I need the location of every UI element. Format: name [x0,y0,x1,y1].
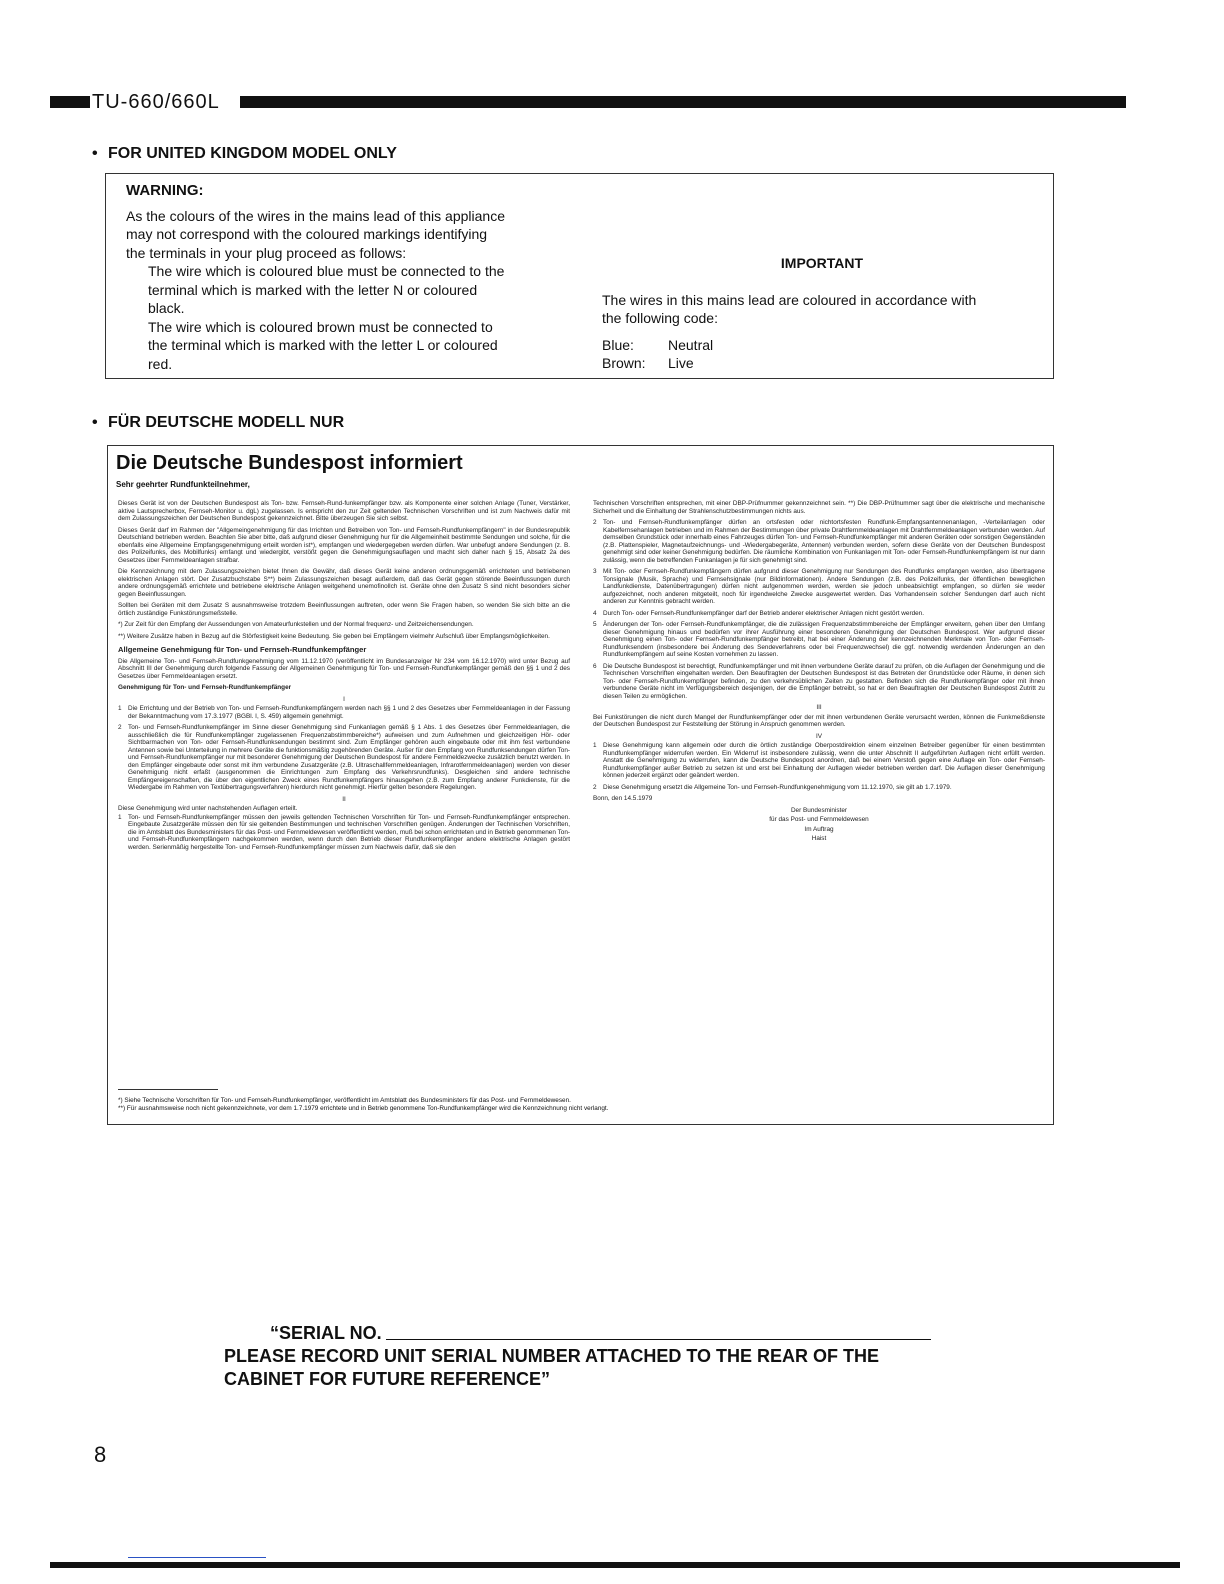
important-line: the following code: [602,310,718,326]
warning-line: may not correspond with the coloured markings identifying [126,226,488,242]
numbered-item: 2 Ton- und Fernseh-Rundfunkempfänger dürfen an ortsfesten oder nichtortsfesten Rundfunk-Empfangsantennenanlagen, -Verteilanlagen oder Kabelfernsehanlagen betrieben und im Rahmen der Bestimmungen über private Drahtfernmeldeanlagen mit Drahtfernmeldeanlagen verbunden werden. Auf demselben Grundstück oder innerhalb eines Fahrzeuges dürfen Ton- und Fernseh-Rundfunkempfänger mit anderen Geräten oder sonstigen Gegenständen (z.B. Plattenspieler, Magnetaufzeichnungs- und -Wiedergabegeräte, Antennen) verbunden werden, sofern diese Geräte von der Deutschen Bundespost genehmigt sind oder keiner Genehmigung bedürfen. Die räumliche Kombination von Funkanlagen mit Ton- oder Fernseh-Rundfunkempfängern ist nur dann zulässig, wenn die betreffenden Funkanlagen je für sich genehmigt sind. [593,519,1045,564]
bottom-accent-line [128,1557,266,1558]
general-permit-title: Allgemeine Genehmigung für Ton- und Fernseh-Rundfunkempfänger [118,645,367,654]
numbered-item: 2 Diese Genehmigung ersetzt die Allgemeine Ton- und Fernseh-Rundfunkgenehmigung vom 11.12.1970, sie gilt ab 1.7.1979. [593,783,952,791]
paragraph: Sollten bei Geräten mit dem Zusatz S ausnahmsweise trotzdem Beeinflussungen auftreten, oder wenn Sie Fragen haben, so wenden Sie sich bitte an die örtlich zuständige Funkstörungsmeßstelle. [118,602,570,617]
serial-instruction: PLEASE RECORD UNIT SERIAL NUMBER ATTACHED TO THE REAR OF THE [224,1346,880,1366]
permit-subtitle: Genehmigung für Ton- und Fernseh-Rundfunkempfänger [118,684,292,691]
warning-indent-line: red. [148,355,173,372]
warning-indent-line: terminal which is marked with the letter N or coloured [148,281,478,298]
numbered-item: 1 Ton- und Fernseh-Rundfunkempfänger müssen den jeweils geltenden Technischen Vorschriften für Ton- und Fernseh-Rundfunkempfänger entsprechen. Eingebaute Zusatzgeräte müssen den für sie geltenden Bestimmungen und technischen Vorschriften genügen. Änderungen der Technischen Vorschriften, die im Amtsblatt des Bundesministers für das Post- und Fernmeldewesen veröffentlicht werden, muß bei schon errichteten und in Betrieb genommenen Ton- und Fernseh-Rundfunkempfängern nachgekommen werden, wenn durch den Betrieb dieser Rundfunkempfänger andere elektrische Anlagen gestört werden. Serienmäßig hergestellte Ton- und Fernseh-Rundfunkempfänger müssen zum Nachweis dafür, daß sie den [118,813,570,851]
note: **) Weitere Zusätze haben in Bezug auf die Störfestigkeit keine Bedeutung. Sie geben bei Empfängern vielmehr Aufschluß über Empfangsmöglichkeiten. [118,632,550,640]
wire-code-row [602,336,1042,355]
paragraph: Diese Genehmigung wird unter nachstehenden Auflagen erteilt. [118,805,298,812]
place-date: Bonn, den 14.5.1979 [593,795,653,802]
signature-line: Der Bundesminister [790,806,848,814]
wire-color: Brown: [602,355,646,371]
paragraph: Bei Funkstörungen die nicht durch Mangel der Rundfunkempfänger oder der mit ihnen verbundenen Geräte verursacht werden, können die Funkmeßdienste der Deutschen Bundespost zur Feststellung der Störung in Anspruch genommen werden. [593,713,1045,728]
warning-title: WARNING: [126,182,204,199]
serial-notice [224,1322,944,1391]
wire-code-row [602,354,1042,373]
numbered-item: 5 Änderungen der Ton- oder Fernseh-Rundfunkempfänger, die die zulässigen Frequenzabstimmbereiche der Empfänger erweitern, gehen über den Umfang dieser Genehmigung hinaus und bedürfen vor ihrer Ausführung einer besonderen Genehmigung der Deutschen Bundespost. Wer aufgrund dieser Genehmigung einen Ton- oder Fernseh-Rundfunkempfänger betreibt, hat bei einer Änderung der kennzeichnenden Merkmale von Ton- oder Fernseh-Rundfunksendern (insbesondere bei Änderung des Sendeverfahrens oder bei Frequenzwechsel) die ggf. notwendig werdenden Änderungen an den Rundfunkempfängern auf seine Kosten vornehmen zu lassen. [593,621,1045,658]
header-bar [50,91,1126,113]
warning-indent-line: The wire which is coloured brown must be connected to [148,318,493,335]
paragraph: Die Allgemeine Ton- und Fernseh-Rundfunkgenehmigung vom 11.12.1970 (veröffentlicht im Bundesanzeiger Nr 234 vom 16.12.1970) wird unter Bezug auf Abschnitt III der Genehmigung durch folgende Fassung der Allgemeinen Genehmigung für Ton- und Fernseh-Rundfunkempfänger gemäß den §§ 1 und 2 des Gesetzes über Fernmeldeanlagen ersetzt. [118,657,570,680]
footnotes [118,1097,1038,1113]
header-bar-right-block [240,96,1126,108]
de-right-column [593,500,1045,1070]
serial-entry-line [386,1339,931,1340]
section-numeral: II [342,795,346,803]
section-numeral: I [343,695,345,703]
numbered-item: 4 Durch Ton- oder Fernseh-Rundfunkempfänger darf der Betrieb anderer elektrischer Anlagen nicht gestört werden. [593,609,925,617]
numbered-item: 1 Die Errichtung und der Betrieb von Ton- und Fernseh-Rundfunkempfängern werden nach §§ 1 und 2 des Gesetzes uber Fernmeldeanlagen in der Fassung der Bekanntmachung vom 17.3.1977 (BGBl. I, S. 459) allgemein genehmigt. [118,705,570,720]
numbered-item: 1 Diese Genehmigung kann allgemein oder durch die örtlich zuständige Oberpostdirektion einem einzelnen Betreiber gegenüber für einen bestimmten Rundfunkempfänger widerrufen werden. Ein Widerruf ist insbesondere zulässig, wenn die unter Abschnitt II aufgeführten Auflagen nicht erfüllt werden. Anstatt die Genehmigung zu widerrufen, kann die Deutsche Bundespost anordnen, daß bei einem Verstoß gegen eine Auflage ein Ton- oder Fernseh-Rundfunkempfänger außer Betrieb zu setzen ist und erst bei Einhaltung der Auflagen wieder betrieben werden darf. Die Auflagen dieser Genehmigung können jederzeit ergänzt oder geändert werden. [593,742,1045,779]
important-column [602,254,1042,373]
page-number: 8 [94,1442,107,1467]
paragraph: Dieses Gerät ist von der Deutschen Bundespost als Ton- bzw. Fernseh-Rund-funkempfänger bzw. als Komponente einer solchen Anlage (Tuner, Verstärker, aktive Lautsprecherbox, Fernseh-Monitor u. dgL) zugelassen. Is entspricht den zur Zeit geltenden Technischen Vorschriften und ist zum Nachweis dafür mit dem Zulassungszeichen der Deutschen Bundespost gekennzeichnet. Bitte überzeugen Sie sich selbst. [118,500,570,522]
footnote: *) Siehe Technische Vorschriften für Ton- und Fernseh-Rundfunkempfänger, veröffentlicht im Amtsblatt des Bundesministers für das Post- und Fernmeldewesen. [118,1097,571,1104]
uk-warning-box [105,173,1054,379]
serial-instruction: CABINET FOR FUTURE REFERENCE” [224,1369,551,1389]
de-notice-box [107,445,1054,1125]
paragraph: Technischen Vorschriften entsprechen, mit einer DBP-Prüfnummer gekennzeichnet sein. **) Die DBP-Prüfnummer sagt über die elektrische und mechanische Sicherheit und die Einhaltung der Strahlenschutzbestimmungen nichts aus. [593,500,1045,515]
wire-function: Live [668,355,694,371]
warning-line: As the colours of the wires in the mains lead of this appliance [126,207,505,224]
de-subtitle: Sehr geehrter Rundfunkteilnehmer, [116,480,250,489]
footnote-divider [118,1089,218,1090]
paragraph: Dieses Gerät darf im Rahmen der "Allgemeingenehmigung für das Irrichten und Betreiben von Ton- und Fernseh-Rundfunkempfängern" in der Bundesrepublik Deutschland betrieben werden. Beachten Sie aber bitte, daß aufgrund dieser Genehmigung hur für die Allgemeinheit bestimmte Sendungen und solche, für die ebenfalls eine Allgemeine Empfangsgenehmigung erteilt worden ist*), empfangen und wiedergegeben werden dürfen. War unbefugt andere Sendungen (z. B. des Polizeifunks, des Mobilfunks) emfangt und wiedergibt, verstößt gegen die Genehmigungsauflagen und macht sich daher nach § 15, Absatz 2a des Gesetzes über Fernmeldeanlagen strafbar. [118,526,570,564]
de-heading: FÜR DEUTSCHE MODELL NUR [108,414,345,431]
wire-color: Blue: [602,336,634,353]
signature-line: Haist [811,835,827,842]
important-title: IMPORTANT [780,255,864,271]
warning-column [126,182,566,373]
paragraph: Die Kennzeichnung mit dem Zulassungszeichen bietet Ihnen die Gewähr, daß dieses Gerät keine anderen ordnungsgemäß errichteten und betriebenen elektrischen Anlagen stört. Der Zusatzbuchstabe S**) beim Zulassungszeichen besagt außerdem, daß das Gerät gegen störende Beeinflussungen durch andere ordnungsgemäß errichtete und betriebene elektrische Anlagen weitgehend unemofinollch ist. Geräte ohne den Zusatz S sind nicht besonders sicher gegen Beeinflussungen. [118,568,570,598]
de-left-column [118,500,570,1070]
section-numeral: IV [815,732,823,740]
de-bullet: • [92,414,98,431]
numbered-item: 3 Mit Ton- oder Fernseh-Rundfunkempfängern dürfen aufgrund dieser Genehmigung nur Sendungen des Rundfunks empfangen werden, also übertragene Tonsignale (Musik, Sprache) und Fernsehsignale (nur Bildinformationen). Andere Sendungen (z.B. des Polizeifunks, der öffentlichen beweglichen Landfunkdienste, Datenübertragungen) dürfen nicht aufgenommen werden, werden sie jedoch unbeabsichtigt empfangen, so dürfen sie weder aufgezeichnet, noch anderen mitgeteilt, noch für irgendwelche Zwecke ausgewertet werden. Das Vorhandensein solcher Sendungen darf auch nicht anderen zur Kenntnis gebracht werden. [593,568,1045,605]
numbered-item: 6 Die Deutsche Bundespost ist berechtigt, Rundfunkempfänger und mit ihnen verbundene Geräte darauf zu prüfen, ob die Auflagen der Genehmigung und die Technischen Vorschriften eingehalten werden. Den Beauftragten der Deutschen Bundespost ist das Betreten der Grundstücke oder Räume, in denen sich Ton- oder Fernseh-Rundfunkempfänger befinden, zu den verkehrsüblichen Zeiten zu gestatten. Befinden sich die Rundfunkempfänger oder mit ihnen verbundene Geräte nicht im Verfügungsbereich desjenigen, der die Empfänger betreibt, so hat er den Beauftragten der Deutschen Bundespost Zutritt zu diesen Teilen zu ermöglichen. [593,662,1045,700]
bottom-bar [50,1562,1180,1568]
warning-indent-line: The wire which is coloured blue must be connected to the [148,263,505,279]
note: *) Zur Zeit für den Empfang der Aussendungen von Amateurfunkstellen und der Normal frequenz- und Zeitzeichensendungen. [118,621,474,628]
warning-indent-line: black. [148,300,185,316]
numbered-item: 2 Ton- und Fernseh-Rundfunkempfänger im Sinne dieser Genehmigung sind Funkanlagen gemäß § 1 Abs. 1 des Gesetzes über Fernmeldeanlagen, die ausschließlich die für Rundfunkempfänger zugelassenen Frequenzabstimmbereiche*) aufweisen und zum Aufnehmen und gleichzeitigen Hör- oder Sichtbarmachen von Ton- oder Fernseh-Rundfunksendungen bestimmt sind. Zum Empfänger gehören auch eingebaute oder mit ihm fest verbundene Antennen sowie bei Unterteilung in mehrere Geräte die funktionsmäßig zugehörenden Geräte. Außer für den Empfang von Rundfunksendungen dürfen Ton- und Fernseh-Rundfunkempfänger nur mit besonderer Genehmigung der Deutschen Bundespost für andere Fernmeldezwecke zusätzlich benutzt werden. In den Empfänger eingebaute oder sonst mit ihm verbundene Zusatzgeräte (z.B. Ultraschallfernmeldeanlagen, Infrarotfernmeldeanlagen) werden von dieser Genehmigung nicht erfaßt (ausgenommen die Einrichtungen zum Empfang des Verkehrsrundfunks). Desgleichen sind andere technische Empfängereigenschaften, die über den eigentlichen Zweck eines Rundfunkempfängers hinausgehen (z.B. zum Empfang anderer Funkdienste, für die Wiedergabe im Rahmen von Textübertragungsverfahren) hierdurch nicht genehmigt. Hierfür gelten besondere Regelungen. [118,724,570,791]
de-title: Die Deutsche Bundespost informiert [116,452,463,474]
warning-line: the terminals in your plug proceed as follows: [126,244,407,261]
warning-indent-line: the terminal which is marked with the letter L or coloured [148,337,498,353]
header-bar-left-block [50,96,90,108]
signature-line: Im Auftrag [804,825,834,833]
model-title: TU-660/660L [92,91,220,113]
uk-heading: FOR UNITED KINGDOM MODEL ONLY [108,145,397,162]
signature-line: für das Post- und Fernmeldewesen [769,816,869,823]
uk-bullet: • [92,145,98,162]
important-line: The wires in this mains lead are coloured in accordance with [602,291,977,308]
wire-function: Neutral [668,336,714,353]
section-numeral: III [816,704,822,711]
serial-label: “SERIAL NO. [270,1323,382,1343]
footnote: **) Für ausnahmsweise noch nicht gekennzeichnete, vor dem 1.7.1979 errichtete und in Betrieb genommene Ton-Rundfunkempfänger wird die Kennzeichnung nicht verlangt. [118,1105,609,1112]
